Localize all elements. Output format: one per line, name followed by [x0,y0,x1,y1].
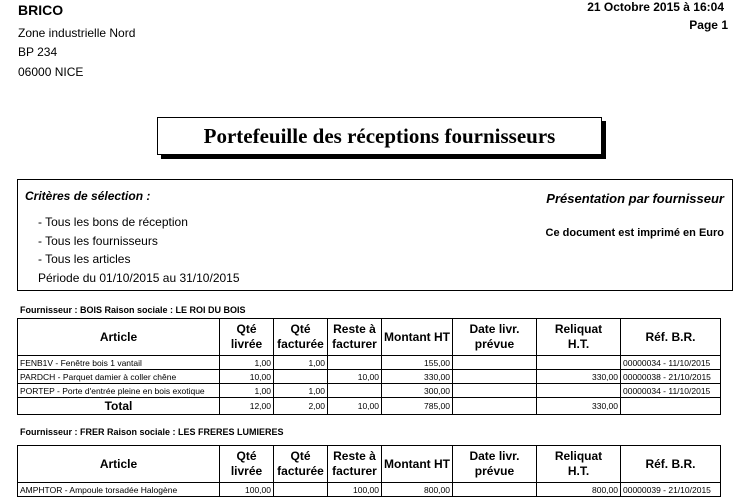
column-header [536,319,620,356]
column-header [382,446,453,483]
column-header-text: Reliquat [554,322,603,336]
column-header-text: facturer [332,464,377,478]
column-header-text: Article [99,456,138,471]
table-cell: 1,00 [274,384,328,398]
column-header-text: Qté [236,449,257,463]
column-header-text: livrée [230,337,263,351]
table-cell: FENB1V - Fenêtre bois 1 vantail [18,356,220,370]
reception-table [17,445,721,497]
table-cell: 1,00 [220,384,274,398]
column-header [274,446,328,483]
column-header-text: Article [99,329,138,344]
table-header-row [18,319,721,356]
column-header-text: H.T. [567,464,590,478]
column-header [452,319,536,356]
column-header-text: Reste à [333,449,376,463]
presentation-label: Présentation par fournisseur [546,191,724,206]
column-header-text: Qté [290,322,311,336]
table-cell: 00000039 - 21/10/2015 [620,483,720,497]
table-row [18,370,721,384]
table-header-row [18,446,721,483]
table-row [18,483,721,497]
table-cell: 00000034 - 11/10/2015 [620,384,720,398]
table-cell: 10,00 [220,370,274,384]
table-cell: PORTEP - Porte d'entrée pleine en bois exotique [18,384,220,398]
table-cell: 300,00 [382,384,453,398]
table-cell [452,370,536,384]
table-cell [328,384,382,398]
table-cell: 330,00 [382,370,453,384]
criteria-line: Période du 01/10/2015 au 31/10/2015 [38,271,240,285]
column-header-text: livrée [230,464,263,478]
column-header-text: Date livr. [469,322,520,336]
column-header-text: prévue [474,464,515,478]
table-cell: AMPHTOR - Ampoule torsadée Halogène [18,483,220,497]
print-date: 21 Octobre 2015 à 16:04 [587,0,724,14]
supplier-heading: Fournisseur : FRER Raison sociale : LES FRERES LUMIERES [20,427,284,437]
column-header-text: prévue [474,337,515,351]
column-header-text: facturer [332,337,377,351]
report-title: Portefeuille des réceptions fournisseurs [157,117,602,155]
criteria-line: - Tous les fournisseurs [38,234,158,248]
column-header-text: Réf. B.R. [645,456,696,471]
table-cell: 100,00 [328,483,382,497]
total-cell: 10,00 [328,398,382,415]
column-header-text: H.T. [567,337,590,351]
address-line-2: BP 234 [18,45,58,59]
column-header [620,446,720,483]
table-cell [452,483,536,497]
table-cell: 00000034 - 11/10/2015 [620,356,720,370]
total-cell: 2,00 [274,398,328,415]
table-cell: 330,00 [536,370,620,384]
criteria-heading: Critères de sélection : [25,189,151,203]
address-line-1: Zone industrielle Nord [18,26,136,40]
table-cell: 800,00 [382,483,453,497]
column-header-text: facturée [277,464,324,478]
table-cell: 155,00 [382,356,453,370]
column-header [382,319,453,356]
table-cell: 100,00 [220,483,274,497]
column-header-text: facturée [277,337,324,351]
column-header [328,446,382,483]
criteria-line: - Tous les bons de réception [38,215,188,229]
column-header [620,319,720,356]
table-row [18,356,721,370]
column-header-text: Réf. B.R. [645,329,696,344]
column-header-text: Date livr. [469,449,520,463]
column-header-text: Montant HT [384,329,450,344]
table-cell [536,384,620,398]
column-header [536,446,620,483]
column-header [328,319,382,356]
total-cell: Total [18,398,220,415]
column-header [220,446,274,483]
criteria-line: - Tous les articles [38,252,131,266]
criteria-box [17,179,733,291]
company-name: BRICO [18,2,64,18]
table-row [18,384,721,398]
total-cell: 12,00 [220,398,274,415]
column-header [18,446,220,483]
table-cell [452,356,536,370]
table-cell: 800,00 [536,483,620,497]
table-cell: 1,00 [274,356,328,370]
column-header-text: Reste à [333,322,376,336]
reception-table [17,318,721,415]
total-cell: 785,00 [382,398,453,415]
column-header-text: Reliquat [554,449,603,463]
supplier-heading: Fournisseur : BOIS Raison sociale : LE ROI DU BOIS [20,305,246,315]
table-cell [328,356,382,370]
total-row [18,398,721,415]
address-line-3: 06000 NICE [18,65,84,79]
table-cell [274,483,328,497]
column-header [220,319,274,356]
table-cell [536,356,620,370]
table-cell: 00000038 - 21/10/2015 [620,370,720,384]
table-cell: 1,00 [220,356,274,370]
table-cell: PARDCH - Parquet damier à coller chêne [18,370,220,384]
table-cell [274,370,328,384]
column-header [274,319,328,356]
column-header-text: Montant HT [384,456,450,471]
total-cell [452,398,536,415]
table-cell [452,384,536,398]
page-number: Page 1 [689,18,728,32]
total-cell: 330,00 [536,398,620,415]
currency-note: Ce document est imprimé en Euro [545,227,724,239]
table-cell: 10,00 [328,370,382,384]
total-cell [620,398,720,415]
column-header [18,319,220,356]
column-header-text: Qté [236,322,257,336]
column-header-text: Qté [290,449,311,463]
column-header [452,446,536,483]
